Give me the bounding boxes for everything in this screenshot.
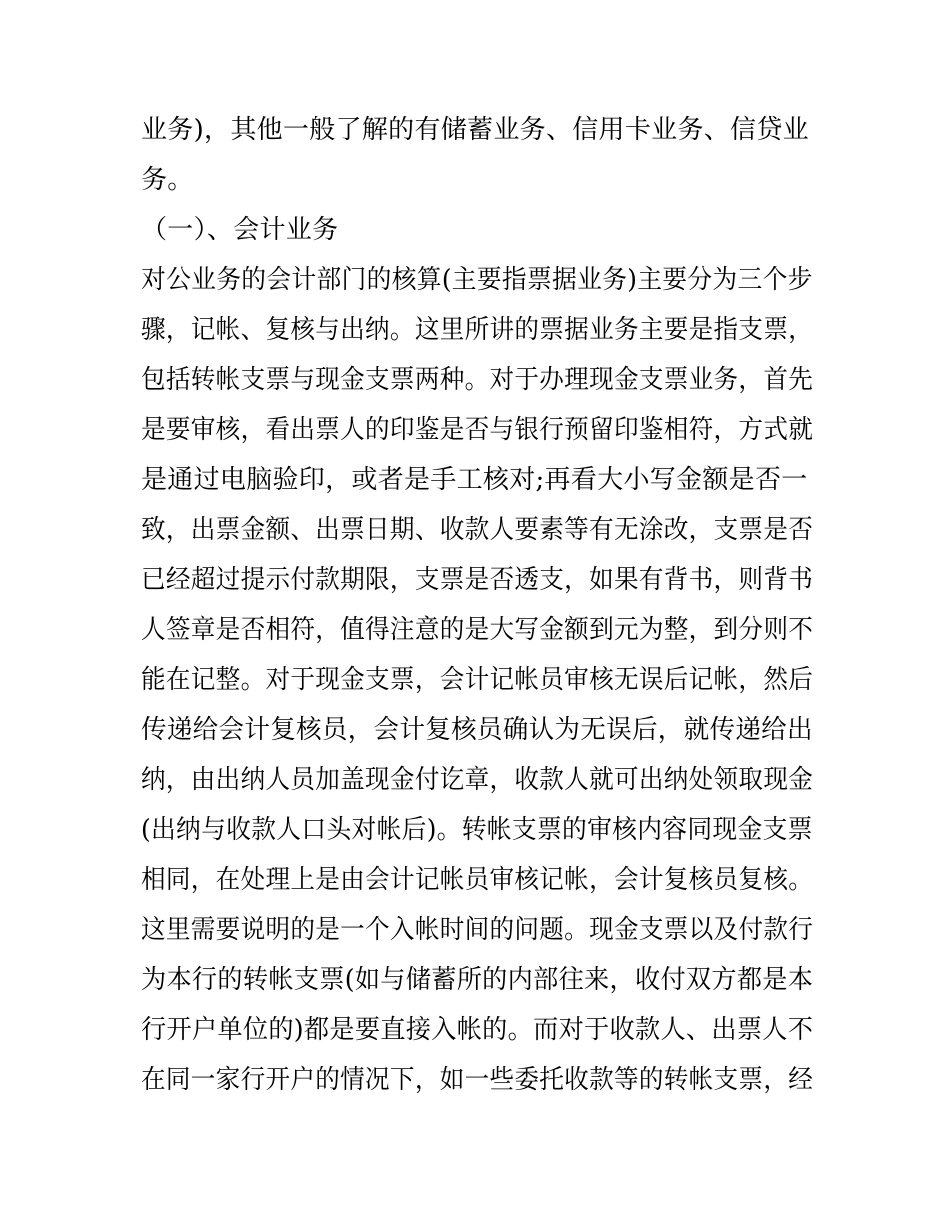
text-line: 务。 — [141, 165, 194, 195]
section-heading: （一）、会计业务 — [141, 215, 339, 245]
text-line: 业务)，其他一般了解的有储蓄业务、信用卡业务、信贷业 — [141, 115, 809, 145]
text-line: 行开户单位的)都是要直接入帐的。而对于收款人、出票人不 — [141, 1015, 814, 1045]
text-line: 致，出票金额、出票日期、收款人要素等有无涂改，支票是否 — [141, 515, 814, 545]
text-line: 是通过电脑验印，或者是手工核对;再看大小写金额是否一 — [141, 465, 808, 495]
text-line: 传递给会计复核员，会计复核员确认为无误后，就传递给出 — [141, 715, 813, 745]
text-line: 这里需要说明的是一个入帐时间的问题。现金支票以及付款行 — [141, 915, 814, 945]
text-line: 已经超过提示付款期限，支票是否透支，如果有背书，则背书 — [141, 565, 814, 595]
text-line: 骤，记帐、复核与出纳。这里所讲的票据业务主要是指支票， — [141, 315, 814, 345]
text-line: 包括转帐支票与现金支票两种。对于办理现金支票业务，首先 — [141, 365, 814, 395]
text-line: 人签章是否相符，值得注意的是大写金额到元为整，到分则不 — [141, 615, 814, 645]
text-line: 能在记整。对于现金支票，会计记帐员审核无误后记帐，然后 — [141, 665, 814, 695]
text-line: 在同一家行开户的情况下，如一些委托收款等的转帐支票，经 — [141, 1065, 814, 1095]
text-line: 对公业务的会计部门的核算(主要指票据业务)主要分为三个步 — [141, 265, 813, 295]
text-line: 是要审核，看出票人的印鉴是否与银行预留印鉴相符，方式就 — [141, 415, 814, 445]
text-line: (出纳与收款人口头对帐后)。转帐支票的审核内容同现金支票 — [141, 815, 813, 845]
text-line: 为本行的转帐支票(如与储蓄所的内部往来，收付双方都是本 — [141, 965, 814, 995]
text-line: 相同，在处理上是由会计记帐员审核记帐，会计复核员复核。 — [141, 865, 814, 895]
text-line: 纳，由出纳人员加盖现金付讫章，收款人就可出纳处领取现金 — [141, 765, 814, 795]
